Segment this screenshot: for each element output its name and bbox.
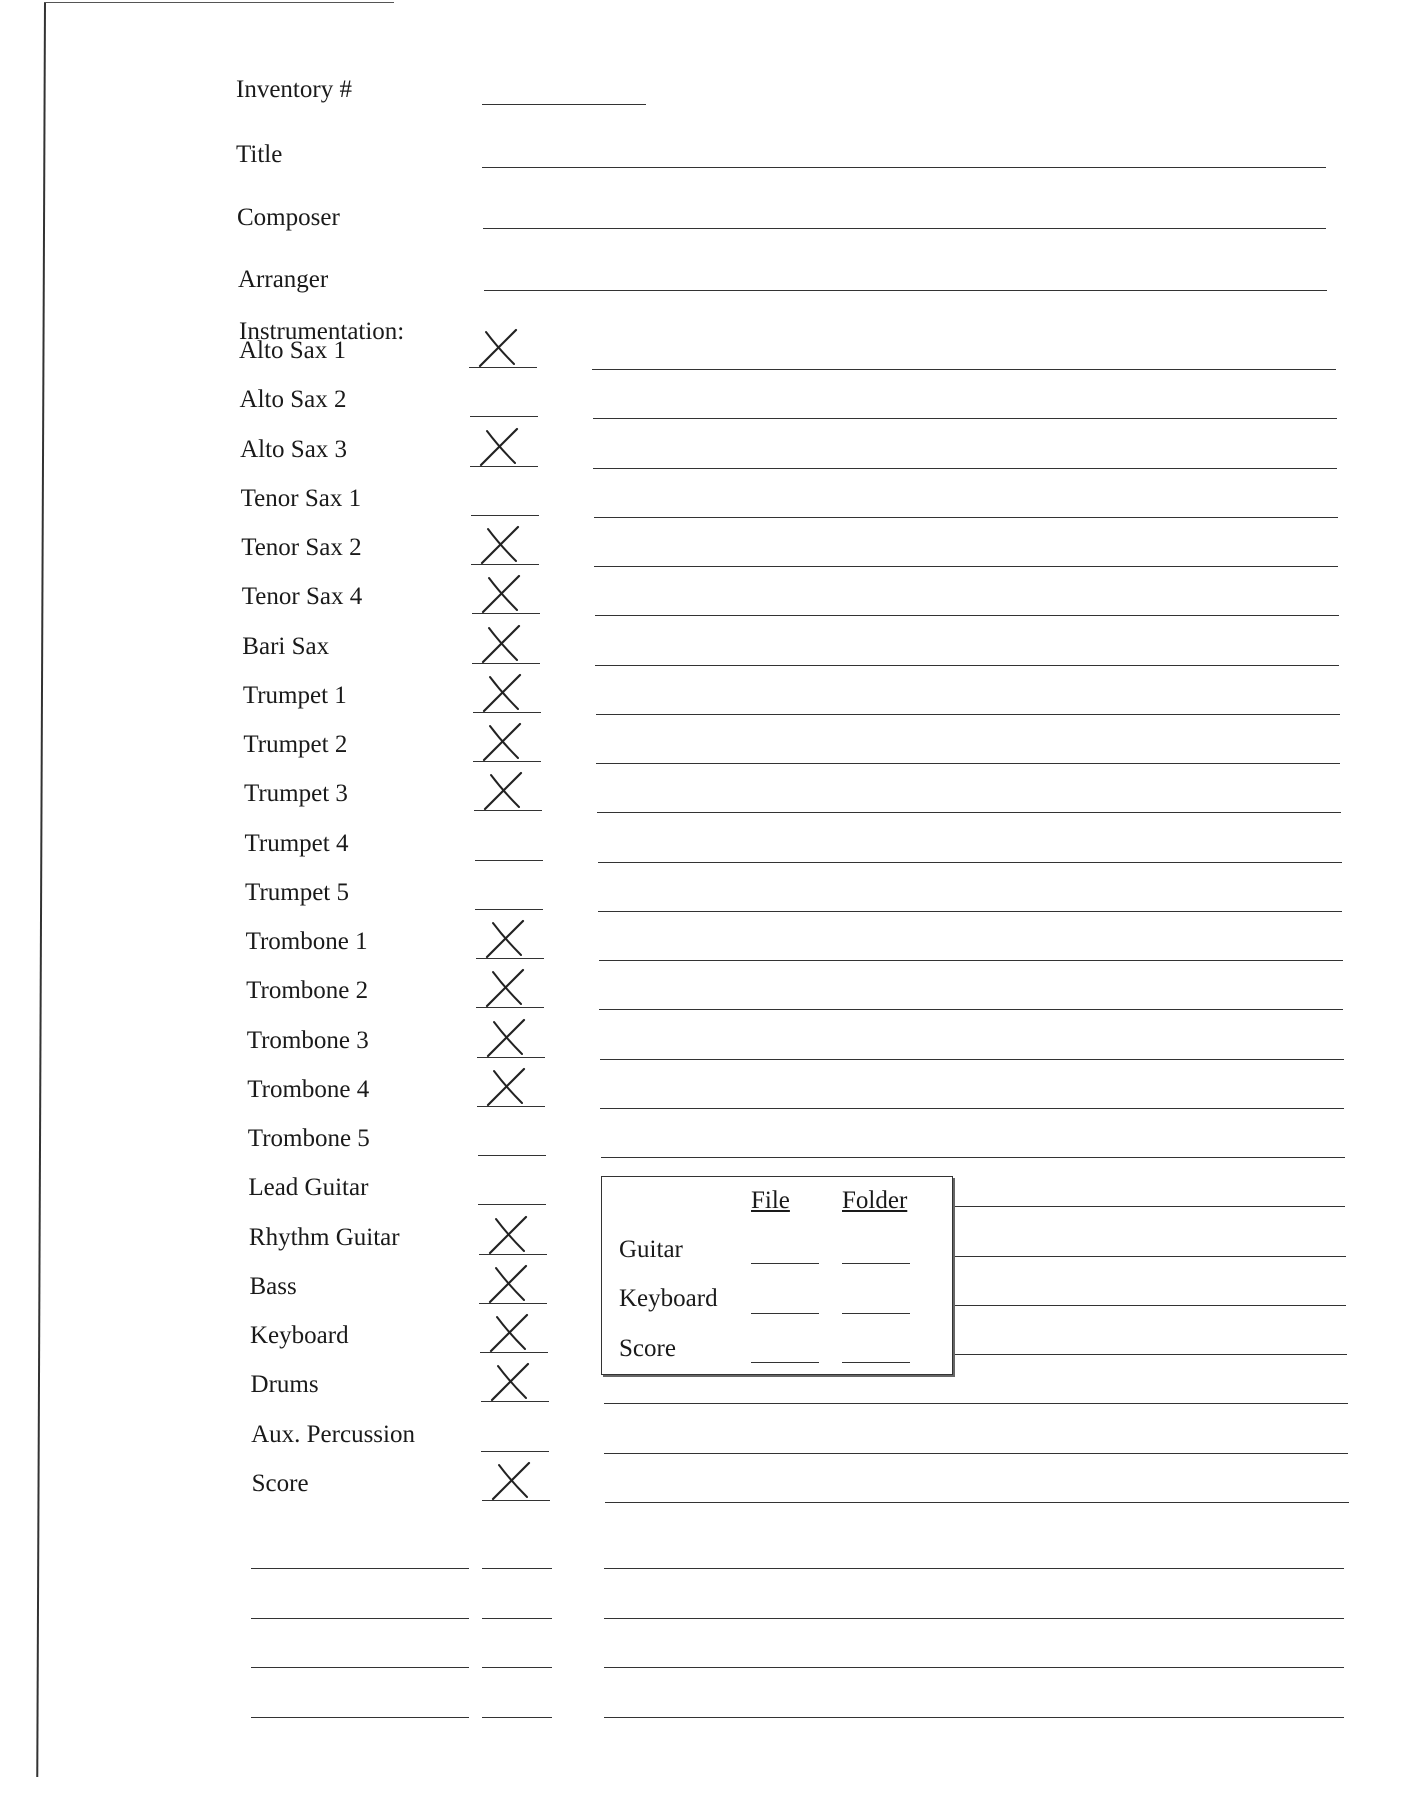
instrument-notes-field[interactable]	[604, 1453, 1348, 1454]
instrument-check-field[interactable]	[478, 1155, 546, 1156]
instrument-notes-field[interactable]	[595, 665, 1339, 666]
composer-field[interactable]	[483, 228, 1326, 229]
instrument-label: Score	[251, 1469, 309, 1497]
blank-notes-field[interactable]	[604, 1717, 1344, 1718]
instrument-notes-field[interactable]	[592, 369, 1336, 370]
x-check-mark	[477, 427, 521, 467]
instrument-check-field[interactable]	[475, 860, 543, 861]
box-row-guitar: Guitar	[619, 1236, 683, 1263]
instrument-label: Lead Guitar	[248, 1174, 369, 1202]
x-check-mark	[483, 919, 527, 959]
instrument-notes-field[interactable]	[599, 960, 1343, 961]
instrument-notes-field[interactable]	[595, 615, 1339, 616]
x-check-mark	[484, 1067, 528, 1107]
instrument-notes-field[interactable]	[593, 468, 1337, 469]
instrument-label: Aux. Percussion	[251, 1420, 415, 1448]
x-check-mark	[483, 968, 527, 1008]
instrument-label: Trombone 4	[247, 1075, 370, 1103]
instrument-notes-field[interactable]	[600, 1108, 1344, 1109]
instrument-notes-field[interactable]	[598, 911, 1342, 912]
instrument-label: Tenor Sax 4	[241, 583, 363, 611]
instrument-notes-field[interactable]	[955, 1354, 1347, 1355]
keyboard-folder-field[interactable]	[842, 1313, 910, 1314]
instrument-label: Trombone 1	[245, 928, 368, 955]
x-check-mark	[479, 624, 523, 664]
instrument-notes-field[interactable]	[593, 418, 1337, 419]
x-check-mark	[487, 1313, 531, 1353]
instrument-notes-field[interactable]	[955, 1256, 1346, 1257]
x-check-mark	[479, 574, 523, 614]
instrumentation-heading: Instrumentation:	[239, 318, 405, 345]
arranger-label: Arranger	[238, 266, 329, 293]
instrument-check-field[interactable]	[481, 1451, 549, 1452]
instrument-check-field[interactable]	[470, 416, 538, 417]
x-check-mark	[484, 1018, 528, 1058]
instrument-notes-field[interactable]	[594, 566, 1338, 567]
page-top-edge	[44, 2, 394, 3]
title-label: Title	[236, 141, 283, 168]
arranger-field[interactable]	[484, 290, 1327, 291]
x-check-mark	[481, 771, 525, 811]
x-check-mark	[489, 1461, 533, 1501]
blank-instrument-field[interactable]	[251, 1568, 469, 1569]
instrument-notes-field[interactable]	[605, 1502, 1349, 1503]
x-check-mark	[480, 673, 524, 713]
instrument-label: Rhythm Guitar	[248, 1223, 400, 1251]
instrument-label: Alto Sax 1	[239, 337, 346, 364]
instrument-notes-field[interactable]	[601, 1157, 1345, 1158]
instrument-label: Trombone 3	[246, 1026, 369, 1054]
x-check-mark	[488, 1362, 532, 1402]
instrument-check-field[interactable]	[478, 1204, 546, 1205]
instrument-label: Drums	[250, 1371, 319, 1399]
score-file-field[interactable]	[751, 1362, 819, 1363]
box-row-score: Score	[619, 1335, 676, 1362]
instrument-label: Trumpet 4	[244, 829, 349, 857]
instrument-label: Alto Sax 3	[240, 435, 348, 463]
instrument-label: Trumpet 1	[242, 681, 347, 709]
guitar-file-field[interactable]	[751, 1263, 819, 1264]
box-row-keyboard: Keyboard	[619, 1285, 718, 1312]
score-folder-field[interactable]	[842, 1362, 910, 1363]
inventory-label: Inventory #	[236, 76, 352, 103]
instrument-label: Trumpet 5	[245, 878, 350, 906]
blank-instrument-field[interactable]	[251, 1618, 469, 1619]
instrument-label: Tenor Sax 1	[240, 484, 362, 512]
blank-notes-field[interactable]	[604, 1667, 1344, 1668]
page-left-border	[36, 2, 46, 1777]
instrument-notes-field[interactable]	[596, 763, 1340, 764]
guitar-folder-field[interactable]	[842, 1263, 910, 1264]
inventory-field[interactable]	[482, 104, 646, 105]
x-check-mark	[480, 722, 524, 762]
instrument-label: Trombone 5	[247, 1125, 370, 1152]
instrument-label: Bari Sax	[242, 632, 330, 660]
instrument-notes-field[interactable]	[597, 812, 1341, 813]
instrument-label: Bass	[249, 1272, 297, 1300]
keyboard-file-field[interactable]	[751, 1313, 819, 1314]
instrument-label: Tenor Sax 2	[241, 534, 362, 561]
x-check-mark	[486, 1215, 530, 1255]
blank-check-field[interactable]	[482, 1667, 552, 1668]
title-field[interactable]	[482, 167, 1326, 168]
instrument-label: Trombone 2	[246, 977, 369, 1005]
instrument-check-field[interactable]	[471, 515, 539, 516]
blank-instrument-field[interactable]	[251, 1667, 469, 1668]
instrument-label: Alto Sax 2	[239, 386, 347, 414]
instrument-check-field[interactable]	[475, 909, 543, 910]
instrument-notes-field[interactable]	[955, 1206, 1345, 1207]
blank-check-field[interactable]	[482, 1717, 552, 1718]
instrument-notes-field[interactable]	[594, 517, 1338, 518]
instrument-label: Keyboard	[250, 1322, 349, 1349]
blank-instrument-field[interactable]	[251, 1717, 469, 1718]
x-check-mark	[476, 328, 520, 368]
blank-check-field[interactable]	[482, 1618, 552, 1619]
instrument-notes-field[interactable]	[604, 1403, 1348, 1404]
blank-notes-field[interactable]	[604, 1618, 1344, 1619]
x-check-mark	[486, 1264, 530, 1304]
instrument-label: Trumpet 3	[243, 780, 348, 808]
instrument-notes-field[interactable]	[600, 1059, 1344, 1060]
instrument-notes-field[interactable]	[599, 1009, 1343, 1010]
blank-check-field[interactable]	[482, 1568, 552, 1569]
blank-notes-field[interactable]	[604, 1568, 1344, 1569]
instrument-notes-field[interactable]	[596, 714, 1340, 715]
instrument-notes-field[interactable]	[598, 862, 1342, 863]
file-folder-box	[601, 1176, 953, 1375]
x-check-mark	[478, 525, 522, 565]
folder-column-header: Folder	[842, 1187, 908, 1214]
instrument-notes-field[interactable]	[955, 1305, 1346, 1306]
file-column-header: File	[751, 1187, 790, 1214]
composer-label: Composer	[237, 204, 340, 231]
instrument-label: Trumpet 2	[243, 731, 348, 758]
